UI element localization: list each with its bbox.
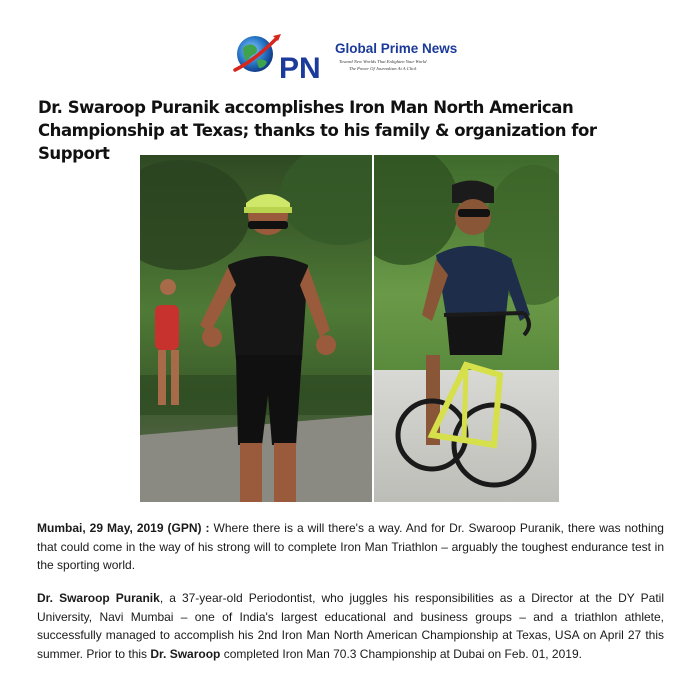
article-headline: Dr. Swaroop Puranik accomplishes Iron Man North American Championship at Texas; thanks to his family & organization for Support xyxy=(38,98,597,163)
article-paragraph-2 xyxy=(37,589,664,663)
runner-photo xyxy=(140,155,372,502)
person-name-short: Dr. Swaroop xyxy=(150,646,221,661)
paragraph-2-text-a: , a 37-year-old Periodontist, who juggles his responsibilities as a Director at the DY Patil University, Navi Mumbai – one of India's largest educational and business groups – and a triathlon athlete, successfully managed to accomplish his 2nd Iron Man North American Championship at Texas, USA on April 27 this summer. Prior to this xyxy=(37,591,664,661)
globe-logo-icon xyxy=(233,30,333,84)
paragraph-1-text: Where there is a will there's a way. And for Dr. Swaroop Puranik, there was nothing that could come in the way of his strong will to complete Iron Man Triathlon – arguably the toughest endurance test in the sporting world. xyxy=(37,521,664,572)
article-paragraph-1 xyxy=(37,519,664,575)
paragraph-2-text-b: completed Iron Man 70.3 Championship at Dubai on Feb. 01, 2019. xyxy=(220,646,582,661)
gpn-logo[interactable] xyxy=(233,30,473,84)
brand-tagline-line2: The Power Of Journalism At A Click xyxy=(349,66,417,71)
brand-name: Global Prime News xyxy=(335,41,458,56)
logo-letters: PN xyxy=(279,52,321,84)
dateline: Mumbai, 29 May, 2019 (GPN) : xyxy=(37,521,210,535)
cyclist-photo xyxy=(374,155,559,502)
brand-tagline-line1: Toward New Worlds That Enlighten Your World xyxy=(339,59,427,64)
person-name: Dr. Swaroop Puranik xyxy=(37,591,160,605)
